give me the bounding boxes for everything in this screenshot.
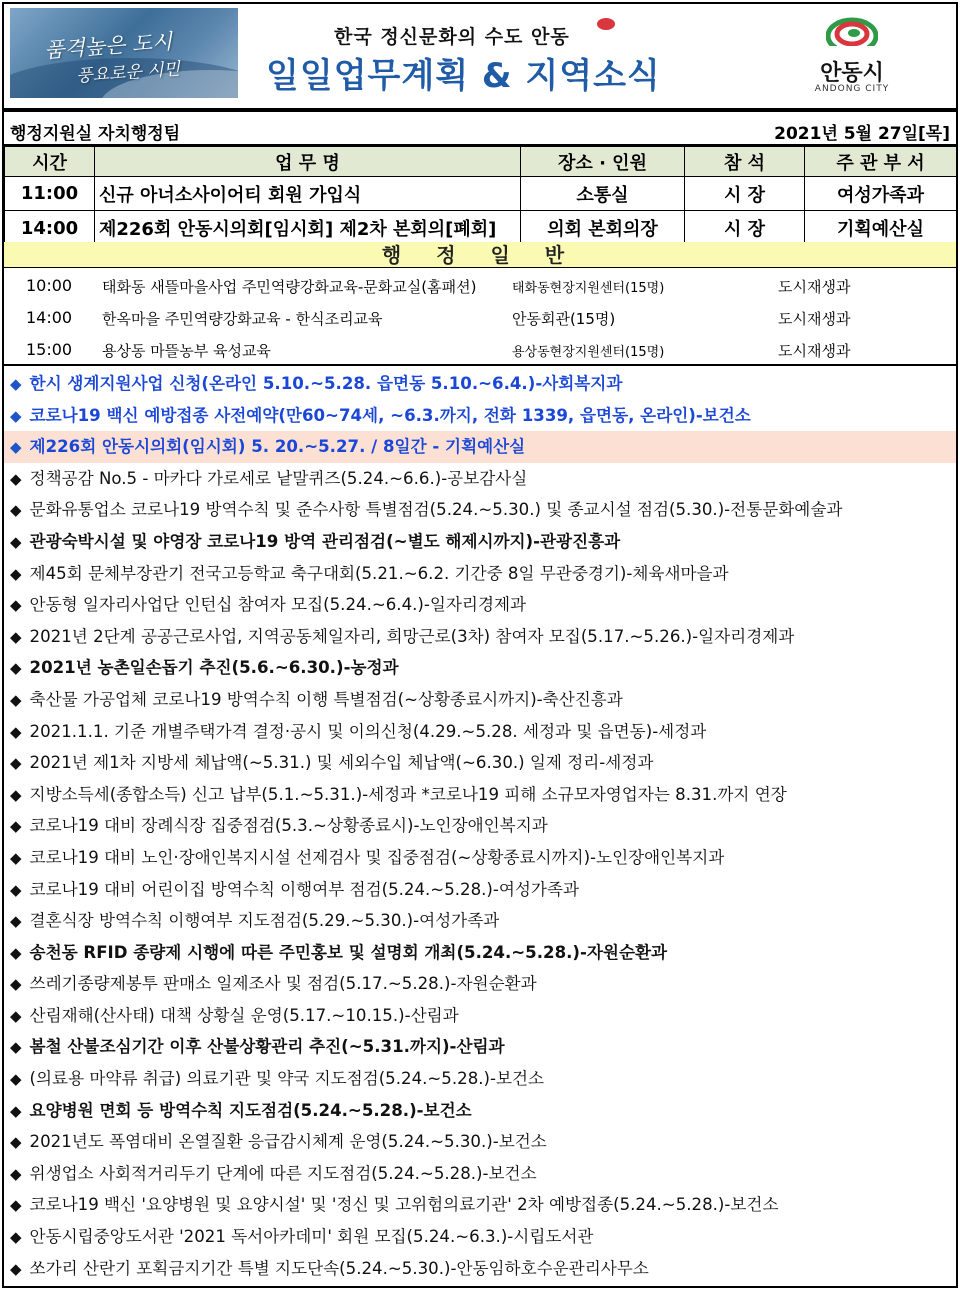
diamond-bullet-icon: ◆: [10, 1259, 22, 1278]
general-admin-list: [4, 268, 956, 366]
notice-item: [4, 716, 956, 748]
notice-text: 결혼식장 방역수칙 이행여부 지도점검(5.29.~5.30.)-여성가족과: [29, 911, 500, 931]
diamond-bullet-icon: ◆: [10, 1070, 22, 1089]
notice-item: [4, 779, 956, 811]
notice-text: 지방소득세(종합소득) 신고 납부(5.1.~5.31.)-세정과 *코로나19 피해 소규모자영업자는 8.31.까지 연장: [29, 784, 787, 804]
notice-text: 제226회 안동시의회(임시회) 5. 20.~5.27. / 8일간 - 기획예산실: [29, 437, 526, 457]
notice-item: [4, 1253, 956, 1285]
general-time: 14:00: [26, 308, 73, 327]
diamond-bullet-icon: ◆: [10, 596, 22, 615]
notice-item: [4, 558, 956, 590]
header-subtitle: 한국 정신문화의 수도 안동: [334, 26, 570, 48]
diamond-bullet-icon: ◆: [10, 375, 22, 393]
notice-text: 2021년 제1차 지방세 체납액(~5.31.) 및 세외수입 체납액(~6.30.) 일제 정리-세정과: [29, 753, 654, 773]
diamond-bullet-icon: ◆: [10, 532, 22, 551]
diamond-bullet-icon: ◆: [10, 785, 22, 804]
general-row: [4, 302, 956, 332]
city-emblem-icon: [826, 16, 878, 54]
notice-text: 코로나19 백신 '요양병원 및 요양시설' 및 '정신 및 고위험의료기관' 2차 예방접종(5.24.~5.28.)-보건소: [29, 1195, 779, 1215]
notice-text: 안동형 일자리사업단 인턴십 참여자 모집(5.24.~6.4.)-일자리경제과: [29, 595, 527, 615]
general-row: [4, 334, 956, 364]
schedule-title: 신규 아너소사이어티 회원 가입식: [95, 177, 521, 211]
diamond-bullet-icon: ◆: [10, 1164, 22, 1183]
notice-item: [4, 842, 956, 874]
notice-text: 코로나19 대비 노인·장애인복지시설 선제검사 및 집중점검(~상황종료시까지)-노인장애인복지과: [29, 847, 725, 867]
diamond-bullet-icon: ◆: [10, 1101, 22, 1120]
notice-text: 봄철 산불조심기간 이후 산불상황관리 추진(~5.31.까지)-산림과: [29, 1037, 505, 1057]
notice-item: [4, 463, 956, 495]
schedule-dept: 기획예산실: [805, 211, 957, 247]
notice-text: 문화유통업소 코로나19 방역수칙 및 준수사항 특별점검(5.24.~5.30.) 및 종교시설 점검(5.30.)-전통문화예술과: [29, 500, 843, 520]
diamond-bullet-icon: ◆: [10, 438, 22, 457]
diamond-bullet-icon: ◆: [10, 1038, 22, 1057]
col-header-task: 업 무 명: [95, 147, 521, 177]
general-place: 안동회관(15명): [512, 310, 616, 328]
notice-item: [4, 905, 956, 937]
general-desc: 용상동 마뜰농부 육성교육: [102, 342, 271, 360]
notice-item: [4, 494, 956, 526]
schedule-row: [5, 177, 957, 211]
diamond-bullet-icon: ◆: [10, 1006, 22, 1025]
notice-text: 코로나19 백신 예방접종 사전예약(만60~74세, ~6.3.까지, 전화 1339, 읍면동, 온라인)-보건소: [29, 405, 751, 425]
notice-text: 쏘가리 산란기 포획금지기간 특별 지도단속(5.24.~5.30.)-안동임하호수운관리사무소: [29, 1258, 649, 1278]
diamond-bullet-icon: ◆: [10, 817, 22, 836]
diamond-bullet-icon: ◆: [10, 943, 22, 962]
notice-item: [4, 810, 956, 842]
notice-text: 축산물 가공업체 코로나19 방역수칙 이행 특별점검(~상황종료시까지)-축산진흥과: [29, 689, 623, 709]
schedule-place: 소통실: [521, 177, 685, 211]
notice-text: 요양병원 면회 등 방역수칙 지도점검(5.24.~5.28.)-보건소: [29, 1100, 472, 1120]
notice-item: [4, 1063, 956, 1095]
diamond-bullet-icon: ◆: [10, 912, 22, 931]
notice-text: 2021년 농촌일손돕기 추진(5.6.~6.30.)-농정과: [29, 658, 399, 678]
daily-plan-document: [2, 2, 958, 1288]
col-header-dept: 주 관 부 서: [805, 147, 957, 177]
subtitle-mark-icon: [597, 18, 615, 30]
notice-text: 산림재해(산사태) 대책 상황실 운영(5.17.~10.15.)-산림과: [29, 1005, 459, 1025]
notice-text: 제45회 문체부장관기 전국고등학교 축구대회(5.21.~6.2. 기간중 8일 무관중경기)-체육새마을과: [29, 563, 729, 583]
notice-item: [4, 368, 956, 400]
diamond-bullet-icon: ◆: [10, 722, 22, 741]
notice-item: [4, 621, 956, 653]
page-title: 일일업무계획 & 지역소식: [266, 56, 661, 96]
schedule-attendee: 시 장: [685, 177, 805, 211]
department-name: 행정지원실 자치행정팀: [10, 124, 181, 144]
slogan-line-1: 품격높은 도시: [43, 29, 174, 63]
report-date: 2021년 5월 27일[목]: [774, 124, 950, 144]
notice-item: [4, 652, 956, 684]
notice-text: 2021년 2단계 공공근로사업, 지역공동체일자리, 희망근로(3차) 참여자 모집(5.17.~5.26.)-일자리경제과: [29, 626, 795, 646]
schedule-time: 14:00: [5, 211, 95, 247]
col-header-time: 시간: [5, 147, 95, 177]
notice-item: [4, 526, 956, 558]
slogan-line-2: 풍요로운 시민: [75, 59, 181, 87]
notice-text: 관광숙박시설 및 야영장 코로나19 방역 관리점검(~별도 해제시까지)-관광진흥과: [29, 531, 621, 551]
diamond-bullet-icon: ◆: [10, 690, 22, 709]
diamond-bullet-icon: ◆: [10, 880, 22, 899]
notice-text: 쓰레기종량제봉투 판매소 일제조사 및 점검(5.17.~5.28.)-자원순환과: [29, 974, 537, 994]
diamond-bullet-icon: ◆: [10, 564, 22, 583]
schedule-header-row: [5, 147, 957, 177]
notice-item: [4, 400, 956, 432]
notice-text: 위생업소 사회적거리두기 단계에 따른 지도점검(5.24.~5.28.)-보건소: [29, 1163, 537, 1183]
notice-item: [4, 747, 956, 779]
notice-item: [4, 1189, 956, 1221]
general-dept: 도시재생과: [778, 342, 851, 360]
notice-text: 2021년도 폭염대비 온열질환 응급감시체계 운영(5.24.~5.30.)-보건소: [29, 1132, 547, 1152]
notice-item: [4, 1031, 956, 1063]
andong-city-logo: [790, 10, 920, 100]
diamond-bullet-icon: ◆: [10, 406, 22, 425]
notice-item: [4, 1095, 956, 1127]
schedule-attendee: 시 장: [685, 211, 805, 247]
col-header-place: 장소 · 인원: [521, 147, 685, 177]
diamond-bullet-icon: ◆: [10, 1228, 22, 1247]
notice-item-highlighted: [4, 431, 956, 463]
notice-text: 한시 생계지원사업 신청(온라인 5.10.~5.28. 읍면동 5.10.~6.4.)-사회복지과: [29, 374, 623, 393]
schedule-title: 제226회 안동시의회[임시회] 제2차 본회의[폐회]: [95, 211, 521, 247]
general-row: [4, 270, 956, 300]
logo-subtext: ANDONG CITY: [814, 84, 890, 94]
col-header-attendee: 참 석: [685, 147, 805, 177]
notice-item: [4, 589, 956, 621]
diamond-bullet-icon: ◆: [10, 848, 22, 867]
notice-item: [4, 684, 956, 716]
notice-text: 정책공감 No.5 - 마카다 가로세로 낱말퀴즈(5.24.~6.6.)-공보감사실: [29, 468, 528, 488]
schedule-place: 의회 본회의장: [521, 211, 685, 247]
general-place: 태화동현장지원센터(15명): [512, 281, 665, 296]
schedule-dept: 여성가족과: [805, 177, 957, 211]
diamond-bullet-icon: ◆: [10, 1196, 22, 1215]
schedule-table: [4, 146, 957, 248]
notice-item: [4, 1221, 956, 1253]
diamond-bullet-icon: ◆: [10, 975, 22, 994]
general-time: 15:00: [26, 340, 73, 359]
notice-item: [4, 1000, 956, 1032]
diamond-bullet-icon: ◆: [10, 754, 22, 773]
notice-text: 코로나19 대비 어린이집 방역수칙 이행여부 점검(5.24.~5.28.)-여성가족과: [29, 879, 580, 899]
notice-list: [4, 368, 956, 1284]
slogan-banner: [10, 8, 238, 98]
notice-item: [4, 874, 956, 906]
header: [4, 4, 956, 108]
general-dept: 도시재생과: [778, 278, 851, 296]
notice-item: [4, 1126, 956, 1158]
general-dept: 도시재생과: [778, 310, 851, 328]
notice-text: 2021.1.1. 기준 개별주택가격 결정·공시 및 이의신청(4.29.~5.28. 세정과 및 읍면동)-세정과: [29, 721, 707, 741]
general-desc: 태화동 새뜰마을사업 주민역량강화교육-문화교실(홈패션): [102, 278, 477, 296]
dept-date-row: [4, 112, 956, 146]
notice-text: 코로나19 대비 장례식장 집중점검(5.3.~상황종료시)-노인장애인복지과: [29, 816, 548, 836]
schedule-time: 11:00: [5, 177, 95, 211]
diamond-bullet-icon: ◆: [10, 659, 22, 678]
logo-text: 안동시: [820, 61, 884, 86]
notice-text: (의료용 마약류 취급) 의료기관 및 약국 지도점검(5.24.~5.28.)-보건소: [29, 1069, 545, 1089]
diamond-bullet-icon: ◆: [10, 469, 22, 488]
notice-item: [4, 1158, 956, 1190]
general-admin-header: 행 정 일 반: [4, 242, 956, 268]
notice-text: 송천동 RFID 종량제 시행에 따른 주민홍보 및 설명회 개최(5.24.~5.28.)-자원순환과: [29, 942, 668, 962]
diamond-bullet-icon: ◆: [10, 1133, 22, 1152]
notice-item: [4, 937, 956, 969]
general-place: 용상동현장지원센터(15명): [512, 345, 665, 360]
general-time: 10:00: [26, 276, 73, 295]
notice-text: 안동시립중앙도서관 '2021 독서아카데미' 회원 모집(5.24.~6.3.)-시립도서관: [29, 1227, 594, 1247]
diamond-bullet-icon: ◆: [10, 501, 22, 520]
general-desc: 한옥마을 주민역량강화교육 - 한식조리교육: [102, 310, 383, 328]
diamond-bullet-icon: ◆: [10, 627, 22, 646]
notice-item: [4, 968, 956, 1000]
